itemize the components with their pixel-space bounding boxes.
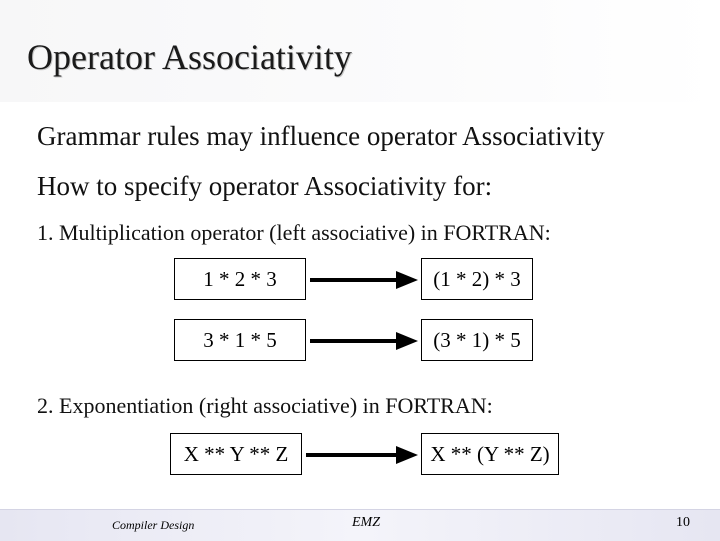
slide-title: Operator Associativity [27,37,352,77]
bullet-grammar-rules: Grammar rules may influence operator Associativity [37,121,605,151]
footer-course: Compiler Design [112,518,195,532]
expression-input-box: 3 * 1 * 5 [174,319,306,361]
expression-output-box: (3 * 1) * 5 [421,319,533,361]
bullet-exponentiation: 2. Exponentiation (right associative) in FORTRAN: [37,393,493,418]
bullet-multiplication: 1. Multiplication operator (left associative) in FORTRAN: [37,220,551,245]
right-arrow-icon [306,446,418,464]
footer-author: EMZ [352,515,380,530]
right-arrow-icon [310,332,418,350]
expression-input-box: X ** Y ** Z [170,433,302,475]
expression-output-box: X ** (Y ** Z) [421,433,559,475]
right-arrow-icon [310,271,418,289]
expression-output-box: (1 * 2) * 3 [421,258,533,300]
bullet-how-to-specify: How to specify operator Associativity for: [37,171,493,201]
page-number: 10 [676,515,690,530]
expression-input-box: 1 * 2 * 3 [174,258,306,300]
